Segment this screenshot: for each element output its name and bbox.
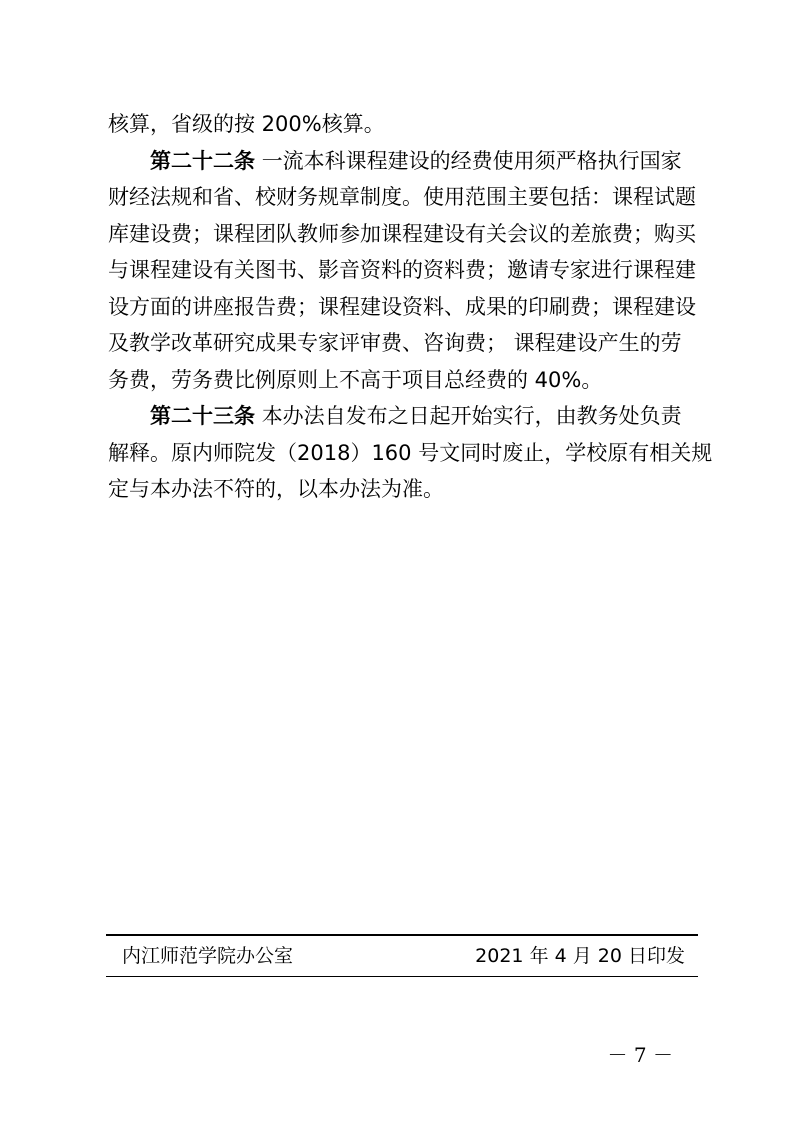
article-22-first-line [108, 143, 700, 180]
paragraph-line: 及教学改革研究成果专家评审费、咨询费； 课程建设产生的劳 [108, 331, 682, 355]
paragraph-line: 财经法规和省、校财务规章制度。使用范围主要包括：课程试题 [108, 185, 696, 209]
page-number: － 7 － [607, 1043, 673, 1067]
footer-issuer: 内江师范学院办公室 [122, 945, 294, 967]
paragraph-line: 核算，省级的按 200%核算。 [108, 112, 385, 136]
paragraph-line: 务费，劳务费比例原则上不高于项目总经费的 40%。 [108, 367, 603, 392]
paragraph-line: 设方面的讲座报告费；课程建设资料、成果的印刷费；课程建设 [108, 294, 696, 319]
paragraph-line: 定与本办法不符的，以本办法为准。 [108, 477, 444, 501]
article-23-heading: 第二十三条 [150, 404, 255, 428]
paragraph-line: 本办法自发布之日起开始实行，由教务处负责 [261, 404, 682, 428]
paragraph-line: 库建设费；课程团队教师参加课程建设有关会议的差旅费；购买 [108, 221, 696, 246]
paragraph-line: 解释。原内师院发（2018）160 号文同时废止，学校原有相关规 [108, 440, 713, 465]
article-22-heading: 第二十二条 [150, 148, 255, 173]
paragraph-line: 一流本科课程建设的经费使用须严格执行国家 [261, 148, 682, 173]
document-body [108, 106, 713, 508]
footer-bottom-rule [106, 976, 698, 977]
footer-top-rule [106, 934, 698, 936]
article-23-first-line [108, 398, 700, 435]
paragraph-line: 与课程建设有关图书、影音资料的资料费；邀请专家进行课程建 [108, 258, 696, 282]
footer-issue-date: 2021 年 4 月 20 日印发 [475, 945, 685, 967]
